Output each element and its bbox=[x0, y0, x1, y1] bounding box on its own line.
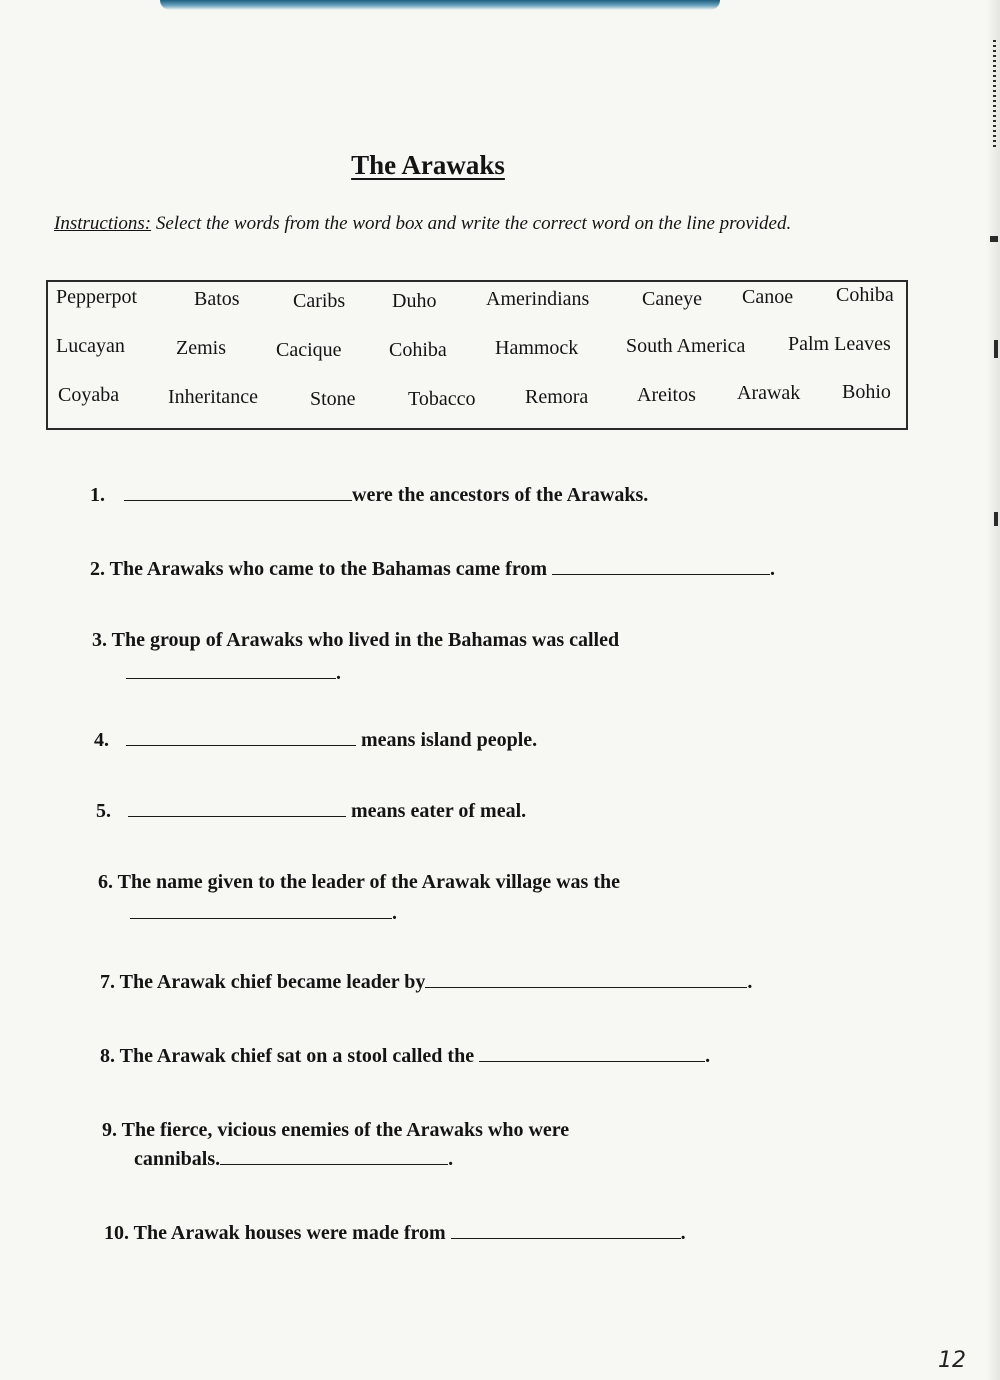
question-text-after: . bbox=[705, 1045, 711, 1067]
question-9-line2 bbox=[134, 1146, 453, 1171]
question-6 bbox=[98, 871, 620, 894]
page-title bbox=[0, 150, 856, 181]
question-3-answer bbox=[126, 660, 341, 685]
question-text-after: . bbox=[680, 1222, 686, 1244]
question-9 bbox=[102, 1119, 569, 1142]
answer-line[interactable] bbox=[220, 1146, 448, 1165]
word-box bbox=[46, 280, 908, 430]
word-box-word: Amerindians bbox=[486, 288, 590, 310]
word-box-word: Coyaba bbox=[58, 384, 120, 406]
question-number: 2. bbox=[90, 558, 105, 580]
question-text-before: The fierce, vicious enemies of the Arawaks who were bbox=[121, 1119, 570, 1141]
question-text-before: The Arawak houses were made from bbox=[133, 1222, 446, 1244]
edge-mark bbox=[990, 236, 998, 242]
question-text-before: The group of Arawaks who lived in the Bahamas was called bbox=[111, 629, 620, 651]
question-number: 4. bbox=[94, 729, 109, 751]
question-text-after: . bbox=[336, 662, 341, 684]
question-text-after: were the ancestors of the Arawaks. bbox=[352, 484, 649, 506]
question-text-after: . bbox=[747, 971, 753, 993]
word-box-word: Cacique bbox=[276, 339, 342, 361]
word-box-word: Hammock bbox=[495, 337, 579, 359]
page-right-edge bbox=[986, 0, 1000, 1380]
question-number: 3. bbox=[92, 629, 107, 651]
edge-mark bbox=[994, 512, 998, 526]
question-4 bbox=[94, 727, 537, 752]
answer-line[interactable] bbox=[552, 556, 770, 575]
question-text-before: The Arawak chief became leader by bbox=[119, 971, 426, 993]
word-box-word: Duho bbox=[392, 290, 437, 312]
instructions bbox=[54, 212, 814, 235]
word-box-word: Cohiba bbox=[836, 284, 894, 306]
answer-line[interactable] bbox=[126, 727, 356, 746]
edge-mark bbox=[994, 340, 998, 358]
question-1 bbox=[90, 482, 648, 507]
answer-line[interactable] bbox=[128, 798, 346, 817]
word-box-word: Batos bbox=[194, 288, 240, 310]
question-number: 10. bbox=[104, 1222, 129, 1244]
page-number: 12 bbox=[938, 1348, 966, 1373]
question-text-after: means island people. bbox=[361, 729, 538, 751]
question-10 bbox=[104, 1220, 686, 1245]
question-number: 6. bbox=[98, 871, 113, 893]
word-box-word: Caribs bbox=[293, 290, 346, 312]
word-box-word: Palm Leaves bbox=[788, 333, 891, 355]
question-text-after: . bbox=[770, 558, 776, 580]
question-8 bbox=[100, 1043, 710, 1068]
page-edge-shadow bbox=[160, 0, 720, 10]
question-6-answer bbox=[130, 900, 397, 925]
question-2 bbox=[90, 556, 775, 581]
word-box-word: South America bbox=[626, 335, 746, 357]
question-text-after: . bbox=[392, 902, 397, 924]
word-box-word: Canoe bbox=[742, 286, 794, 308]
question-7 bbox=[100, 969, 752, 994]
question-text-before: The name given to the leader of the Arawak village was the bbox=[117, 871, 621, 893]
word-box-word: Bohio bbox=[842, 381, 891, 403]
answer-line[interactable] bbox=[451, 1220, 681, 1239]
edge-binding-marks bbox=[993, 40, 996, 150]
page-title-text: The Arawaks bbox=[351, 150, 505, 180]
question-text-after: means eater of meal. bbox=[351, 800, 527, 822]
question-text-before-line2: cannibals. bbox=[134, 1148, 221, 1170]
word-box-word: Tobacco bbox=[408, 388, 476, 410]
question-number: 1. bbox=[90, 484, 105, 506]
question-number: 8. bbox=[100, 1045, 115, 1067]
question-number: 7. bbox=[100, 971, 115, 993]
word-box-word: Arawak bbox=[737, 382, 801, 404]
instructions-label: Instructions: bbox=[54, 213, 152, 234]
word-box-word: Remora bbox=[525, 386, 589, 408]
answer-line[interactable] bbox=[425, 969, 747, 988]
answer-line[interactable] bbox=[130, 900, 392, 919]
word-box-word: Lucayan bbox=[56, 335, 125, 357]
question-3 bbox=[92, 629, 619, 652]
word-box-word: Pepperpot bbox=[56, 286, 138, 308]
word-box-word: Areitos bbox=[637, 384, 696, 406]
question-text-before: The Arawaks who came to the Bahamas came from bbox=[109, 558, 548, 580]
word-box-word: Stone bbox=[310, 388, 356, 410]
word-box-word: Cohiba bbox=[389, 339, 447, 361]
question-number: 9. bbox=[102, 1119, 117, 1141]
word-box-word: Zemis bbox=[176, 337, 226, 359]
question-number: 5. bbox=[96, 800, 111, 822]
word-box-word: Caneye bbox=[642, 288, 702, 310]
question-text-before: The Arawak chief sat on a stool called the bbox=[119, 1045, 475, 1067]
answer-line[interactable] bbox=[126, 660, 336, 679]
question-text-after: . bbox=[448, 1148, 454, 1170]
instructions-text: Select the words from the word box and write the correct word on the line provided. bbox=[151, 213, 792, 234]
answer-line[interactable] bbox=[124, 482, 352, 501]
word-box-word: Inheritance bbox=[168, 386, 258, 408]
answer-line[interactable] bbox=[479, 1043, 705, 1062]
question-5 bbox=[96, 798, 526, 823]
